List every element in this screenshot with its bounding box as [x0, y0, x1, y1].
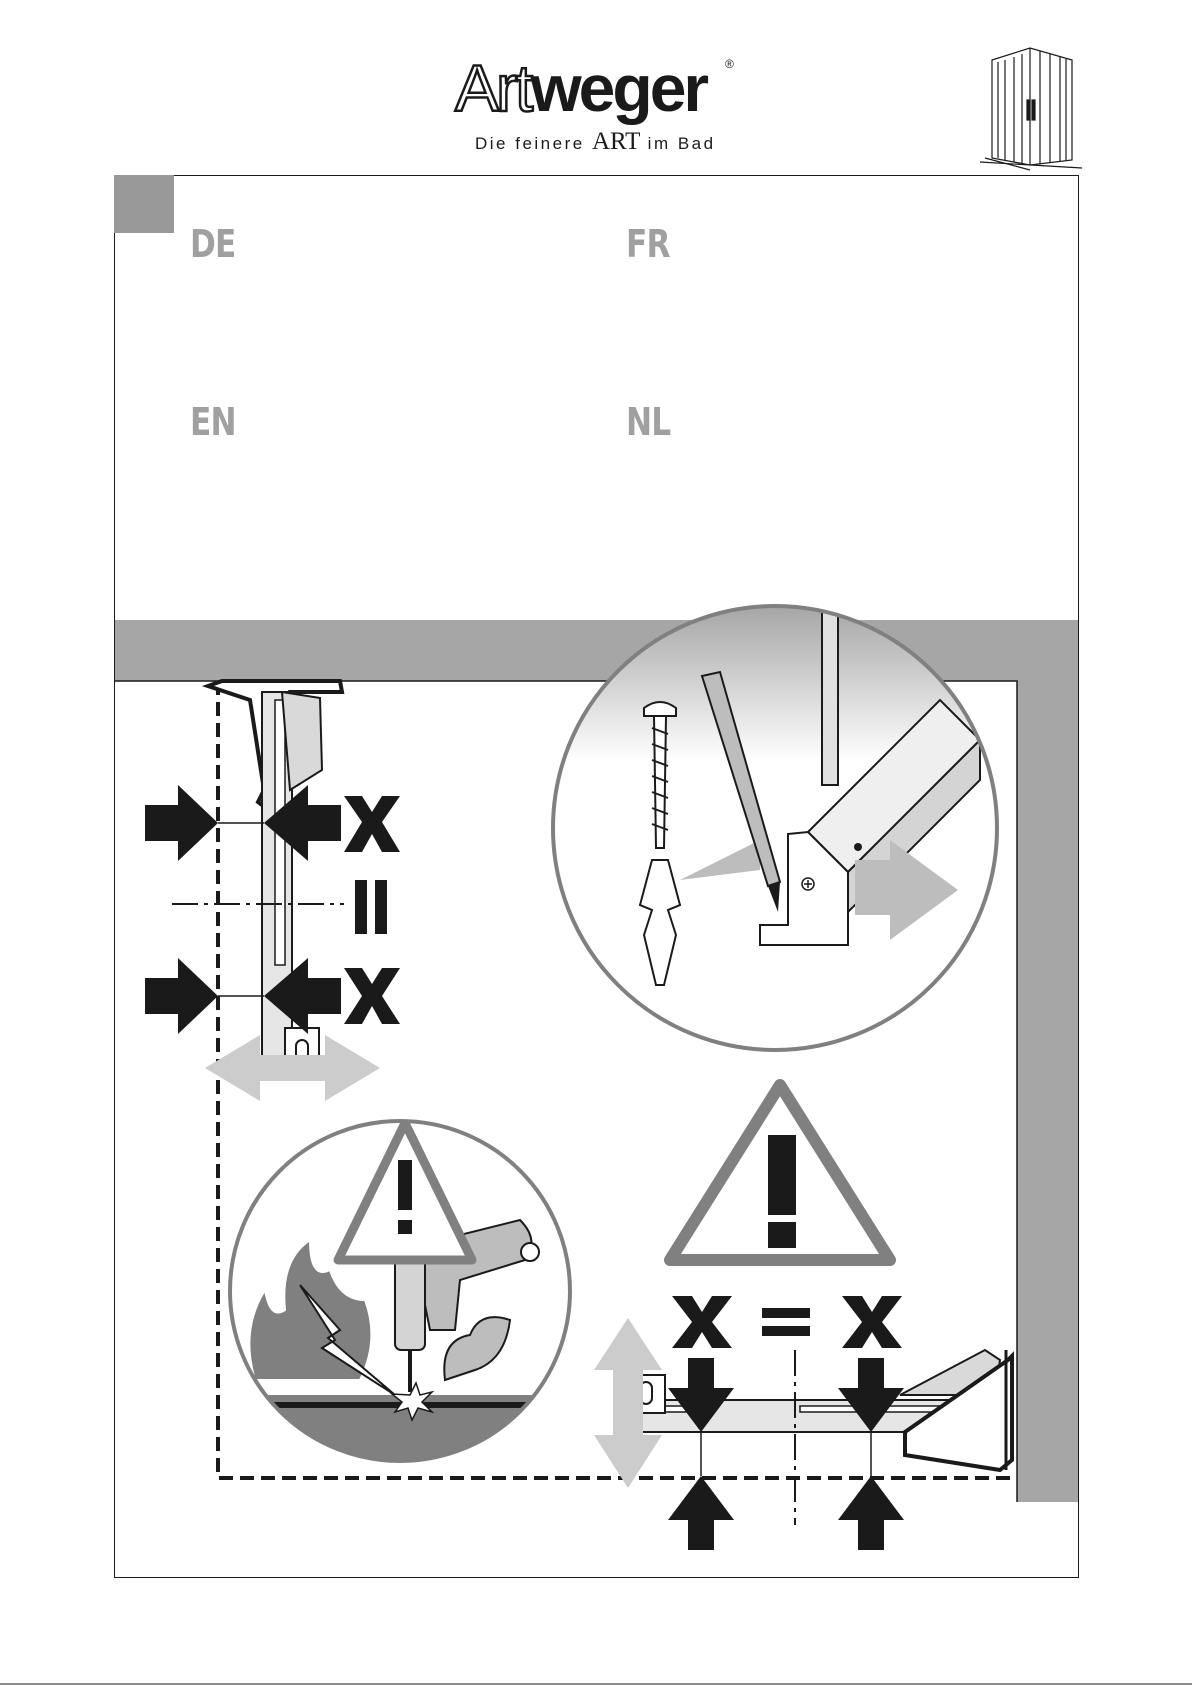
logo-art: Art	[455, 51, 531, 125]
shower-thumbnail-icon	[980, 48, 1082, 170]
tagline-pre: Die feinere	[475, 134, 592, 153]
lang-heading-nl: NL	[626, 400, 671, 444]
registered-mark: ®	[725, 57, 734, 71]
tagline-art: ART	[591, 128, 641, 155]
tagline-post: im Bad	[640, 134, 716, 153]
lang-heading-de: DE	[190, 222, 236, 266]
lang-heading-fr: FR	[626, 222, 670, 266]
logo-weger: weger	[530, 51, 707, 125]
step-marker-box	[114, 175, 174, 233]
content-frame	[114, 175, 1079, 1578]
lang-heading-en: EN	[190, 400, 236, 444]
